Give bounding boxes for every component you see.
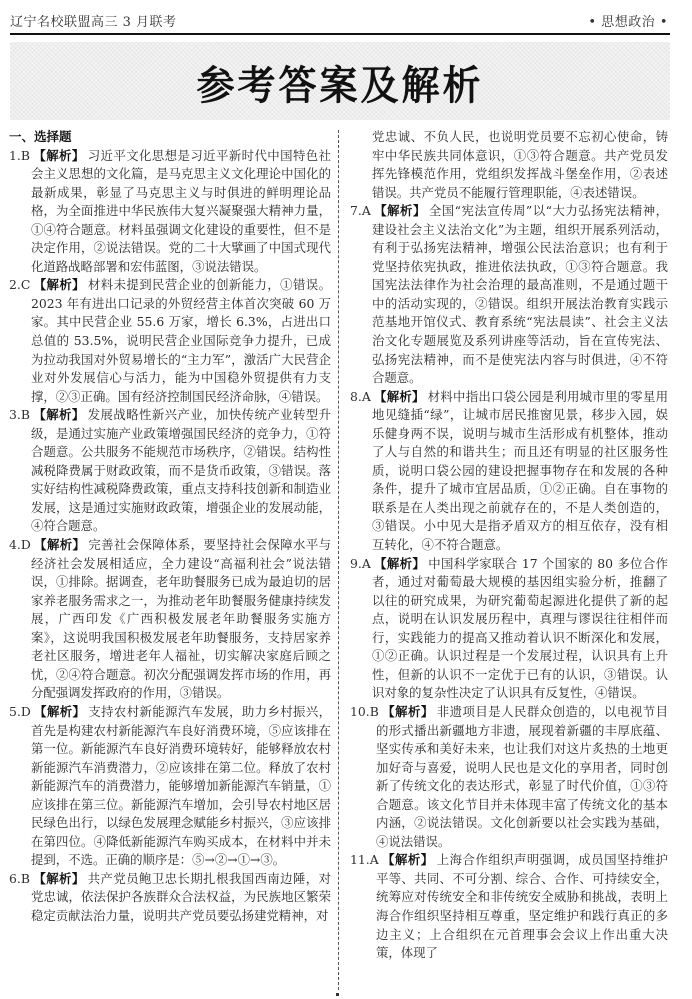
left-column [9,128,331,926]
answer-item-3: 3.B 【解析】 发展战略性新兴产业，加快传统产业转型升级，是通过实施产业政策增强国民经济的竞争力，①符合题意。公共服务不能规范市场秩序，②错误。结构性减税降费属于财政政策，而不是货币政策，③错误。落实好结构性减税降费政策，重点支持科技创新和制造业发展，这是通过实施财政政策，增强企业的发展动能，④符合题意。 [9,407,332,534]
answer-letter: D [20,703,31,719]
analysis-tag: 【解析】 [381,852,434,868]
section-title: 一、选择题 [9,129,72,144]
right-column [350,128,668,963]
answer-letter: B [20,870,30,886]
analysis-text: 支持农村新能源汽车发展，助力乡村振兴，首先是构建农村新能源汽车良好消费环境，⑤应该排在第一位。新能源汽车良好消费环境转好，能够释放农村新能源汽车消费潜力，②应该排在第二位。释放了农村新能源汽车的消费潜力，能够增加新能源汽车销量，①应该排在第三位。新能源汽车增加，会引导农村地区居民绿色出行，以绿色发展理念赋能乡村振兴，③应该排在第四位。④降低新能源汽车购买成本，在材料中并未提到，不选。正确的顺序是：⑤→②→①→③。 [31,703,332,868]
analysis-text: 上海合作组织声明强调，成员国坚持维护平等、共同、不可分割、综合、合作、可持续安全，统筹应对传统安全和非传统安全威胁和挑战，表明上海合作组织坚持相互尊重，坚定维护和践行真正的多边主义；上合组织在元首理事会会议上作出重大决策，体现了 [376,852,669,961]
answer-letter: C [20,277,31,293]
answer-item-7: 7.A 【解析】 全国“宪法宣传周”以“大力弘扬宪法精神，建设社会主义法治文化”为主题，组织开展系列活动，有利于弘扬宪法精神，增强公民法治意识；也有利于党坚持依宪执政，推进依法执政，①③符合题意。我国宪法法律作为社会治理的最高准则，不是通过题干中的活动实现的，②错误。组织开展法治教育实践示范基地开馆仪式、教育系统“宪法晨读”、社会主义法治文化专题展览及系列讲座等活动，旨在宣传宪法、弘扬宪法精神，而不是使宪法内容与时俱进，④不符合题意。 [350,203,668,386]
answer-item-10: 10.B 【解析】 非遗项目是人民群众创造的，以电视节目的形式播出新疆地方非遗，展现着新疆的丰厚底蕴、坚实传承和美好未来，也让我们对这片炙热的土地更加好奇与喜爱，说明人民也是文化的享用者，同时创新了传统文化的表达形式，彰显了时代价值，①③符合题意。该文化节目并未体现丰富了传统文化的基本内涵，②说法错误。文化创新要以社会实践为基础，④说法错误。 [350,703,669,849]
analysis-tag: 【解析】 [33,703,86,719]
analysis-tag: 【解析】 [32,870,85,886]
answer-item-9: 9.A 【解析】 中国科学家联合 17 个国家的 80 多位合作者，通过对葡萄最大规模的基因组实验分析，推翻了以往的研究成果，为研究葡萄起源进化提供了新的起点，说明在认识发展历程中，真理与谬误往往相伴而行，实践能力的提高又推动着认识不断深化和发展，①②正确。认识过程是一个发展过程，认识具有上升性，但新的认识不一定优于已有的认识，③错误。认识对象的复杂性决定了认识具有反复性，④错误。 [350,555,669,701]
analysis-tag: 【解析】 [33,537,86,553]
answer-letter: B [20,147,30,163]
answer-letter: B [369,703,379,719]
answer-letter: A [369,852,379,868]
analysis-text: 非遗项目是人民群众创造的，以电视节目的形式播出新疆地方非遗，展现着新疆的丰厚底蕴、坚实传承和美好未来，也让我们对这片炙热的土地更加好奇与喜爱，说明人民也是文化的享用者，同时创新了传统文化的表达形式，彰显了时代价值，①③符合题意。该文化节目并未体现丰富了传统文化的基本内涵，②说法错误。文化创新要以社会实践为基础，④说法错误。 [376,703,669,849]
answer-item-6-continued [350,128,668,202]
answer-item-6: 6.B 【解析】 共产党员鲍卫忠长期扎根我国西南边陲，对党忠诚，依法保护各族群众合法权益，为民族地区繁荣稳定贡献法治力量，说明共产党员要弘扬建党精神，对 [9,870,332,923]
analysis-text: 材料未提到民营企业的创新能力，①错误。2023 年有进出口记录的外贸经营主体首次突破 60 万家。其中民营企业 55.6 万家，增长 6.3%，占进出口总值的 53.5%，说明民营企业国际竞争力提升，已成为拉动我国对外贸易增长的“主力军”，激活广大民营企业对外发展信心与活力，能为中国稳外贸提供有力支撑，②③正确。国有经济控制国民经济命脉，④错误。 [31,277,331,404]
analysis-text: 发展战略性新兴产业，加快传统产业转型升级，是通过实施产业政策增强国民经济的竞争力，①符合题意。公共服务不能规范市场秩序，②错误。结构性减税降费属于财政政策，而不是货币政策，③错误。落实好结构性减税降费政策，重点支持科技创新和制造业发展，这是通过实施财政政策，增强企业的发展动能，④符合题意。 [31,407,332,534]
analysis-tag: 【解析】 [32,147,85,163]
exam-name: 辽宁名校联盟高三 3 月联考 [10,15,177,30]
answer-item-11: 11.A 【解析】 上海合作组织声明强调，成员国坚持维护平等、共同、不可分割、综合、合作、可持续安全，统筹应对传统安全和非传统安全威胁和挑战，表明上海合作组织坚持相互尊重，坚定维护和践行真正的多边主义；上合组织在元首理事会会议上作出重大决策，体现了 [350,852,669,961]
analysis-tag: 【解析】 [373,203,426,219]
subject-label: • 思想政治 • [588,15,668,30]
answer-item-8: 8.A 【解析】 材料中指出口袋公园是利用城市里的零星用地见缝插“绿”，让城市居民推窗见景，移步入园，娱乐健身两不误，说明与城市生活形成有机整体，推动了人与自然的和谐共生；而且还有明显的社区服务性质，说明口袋公园的建设把握事物存在和发展的各种条件，提升了城市宜居品质，①②正确。自在事物的联系是在人类出现之前就存在的，不是人类创造的，③错误。小中见大是指矛盾双方的相互依存，没有相互转化，④不符合题意。 [350,388,669,553]
analysis-text: 完善社会保障体系，要坚持社会保障水平与经济社会发展相适应，全力建设“高福利社会”说法错误，①排除。据调查，老年助餐服务已成为最迫切的居家养老服务需求之一，为推动老年助餐服务健康持续发展，广西印发《广西积极发展老年助餐服务实施方案》，这说明我国积极发展老年助餐服务，支持居家养老社区服务，增进老年人福祉，切实解决家庭后顾之忧，②④符合题意。初次分配强调发挥市场的作用，再分配强调发挥政府的作用，③错误。 [31,537,332,701]
analysis-tag: 【解析】 [32,407,85,423]
answer-letter: B [20,407,30,423]
analysis-text: 中国科学家联合 17 个国家的 80 多位合作者，通过对葡萄最大规模的基因组实验分析，推翻了以往的研究成果，为研究葡萄起源进化提供了新的起点，说明在认识发展历程中，真理与谬误往往相伴而行，实践能力的提高又推动着认识不断深化和发展，①②正确。认识过程是一个发展过程，认识具有上升性，但新的认识不一定优于已有的认识，③错误。认识对象的复杂性决定了认识具有反复性，④错误。 [372,555,669,701]
answer-item-2: 2.C 【解析】 材料未提到民营企业的创新能力，①错误。2023 年有进出口记录的外贸经营主体首次突破 60 万家。其中民营企业 55.6 万家，增长 6.3%，占进出口总值的 53.5%，说明民营企业国际竞争力提升，已成为拉动我国对外贸易增长的“主力军”，激活广大民营企业对外发展信心与活力，能为中国稳外贸提供有力支撑，②③正确。国有经济控制国民经济命脉，④错误。 [9,277,331,404]
page-title: 参考答案及解析 [196,61,484,108]
page-number-mark [336,993,339,996]
analysis-text: 习近平文化思想是习近平新时代中国特色社会主义思想的文化篇，是马克思主义文化理论中国化的最新成果，彰显了马克思主义与时俱进的鲜明理论品格，为全面推进中华民族伟大复兴凝聚强大精神力量，①④符合题意。材料虽强调文化建设的重要性，但不是决定作用，②说法错误。党的二十大擘画了中国式现代化道路战略部署和宏伟蓝图，③说法错误。 [31,147,332,274]
column-divider [338,130,339,990]
answer-item-1: 1.B 【解析】 习近平文化思想是习近平新时代中国特色社会主义思想的文化篇，是马克思主义文化理论中国化的最新成果，彰显了马克思主义与时俱进的鲜明理论品格，为全面推进中华民族伟大复兴凝聚强大精神力量，①④符合题意。材料虽强调文化建设的重要性，但不是决定作用，②说法错误。党的二十大擘画了中国式现代化道路战略部署和宏伟蓝图，③说法错误。 [9,147,332,274]
answer-item-5: 5.D 【解析】 支持农村新能源汽车发展，助力乡村振兴，首先是构建农村新能源汽车良好消费环境，⑤应该排在第一位。新能源汽车良好消费环境转好，能够释放农村新能源汽车消费潜力，②应该排在第二位。释放了农村新能源汽车的消费潜力，能够增加新能源汽车销量，①应该排在第三位。新能源汽车增加，会引导农村地区居民绿色出行，以绿色发展理念赋能乡村振兴，③应该排在第四位。④降低新能源汽车购买成本，在材料中并未提到，不选。正确的顺序是：⑤→②→①→③。 [9,703,332,868]
analysis-text: 材料中指出口袋公园是利用城市里的零星用地见缝插“绿”，让城市居民推窗见景，移步入园，娱乐健身两不误，说明与城市生活形成有机整体，推动了人与自然的和谐共生；而且还有明显的社区服务性质，说明口袋公园的建设把握事物存在和发展的各种条件，提升了城市宜居品质，①②正确。自在事物的联系是在人类出现之前就存在的，不是人类创造的，③错误。小中见大是指矛盾双方的相互依存，没有相互转化，④不符合题意。 [372,388,669,553]
analysis-text: 党忠诚、不负人民，也说明党员要不忘初心使命，铸牢中华民族共同体意识，①③符合题意。共产党员发挥先锋模范作用，党组织发挥战斗堡垒作用，②表述错误。共产党员不能履行管理职能，④表述错误。 [372,129,668,200]
analysis-tag: 【解析】 [381,703,434,719]
answer-letter: D [20,537,31,553]
answer-letter: A [361,555,371,571]
analysis-text: 全国“宪法宣传周”以“大力弘扬宪法精神，建设社会主义法治文化”为主题，组织开展系列活动，有利于弘扬宪法精神，增强公民法治意识；也有利于党坚持依宪执政，推进依法执政，①③符合题意。我国宪法法律作为社会治理的最高准则，不是通过题干中的活动实现的，②错误。组织开展法治教育实践示范基地开馆仪式、教育系统“宪法晨读”、社会主义法治文化专题展览及系列讲座等活动，旨在宣传宪法、弘扬宪法精神，而不是使宪法内容与时俱进，④不符合题意。 [372,203,668,386]
answer-letter: A [361,388,371,404]
analysis-tag: 【解析】 [373,555,426,571]
analysis-text: 共产党员鲍卫忠长期扎根我国西南边陲，对党忠诚，依法保护各族群众合法权益，为民族地区繁荣稳定贡献法治力量，说明共产党员要弘扬建党精神，对 [31,870,332,923]
page-header [10,0,670,35]
title-banner [10,42,670,120]
answer-item-4: 4.D 【解析】 完善社会保障体系，要坚持社会保障水平与经济社会发展相适应，全力建设“高福利社会”说法错误，①排除。据调查，老年助餐服务已成为最迫切的居家养老服务需求之一，为推动老年助餐服务健康持续发展，广西印发《广西积极发展老年助餐服务实施方案》，这说明我国积极发展老年助餐服务，支持居家养老社区服务，增进老年人福祉，切实解决家庭后顾之忧，②④符合题意。初次分配强调发挥市场的作用，再分配强调发挥政府的作用，③错误。 [9,537,332,701]
answer-letter: A [361,203,371,219]
analysis-tag: 【解析】 [33,277,85,293]
analysis-tag: 【解析】 [373,388,425,404]
